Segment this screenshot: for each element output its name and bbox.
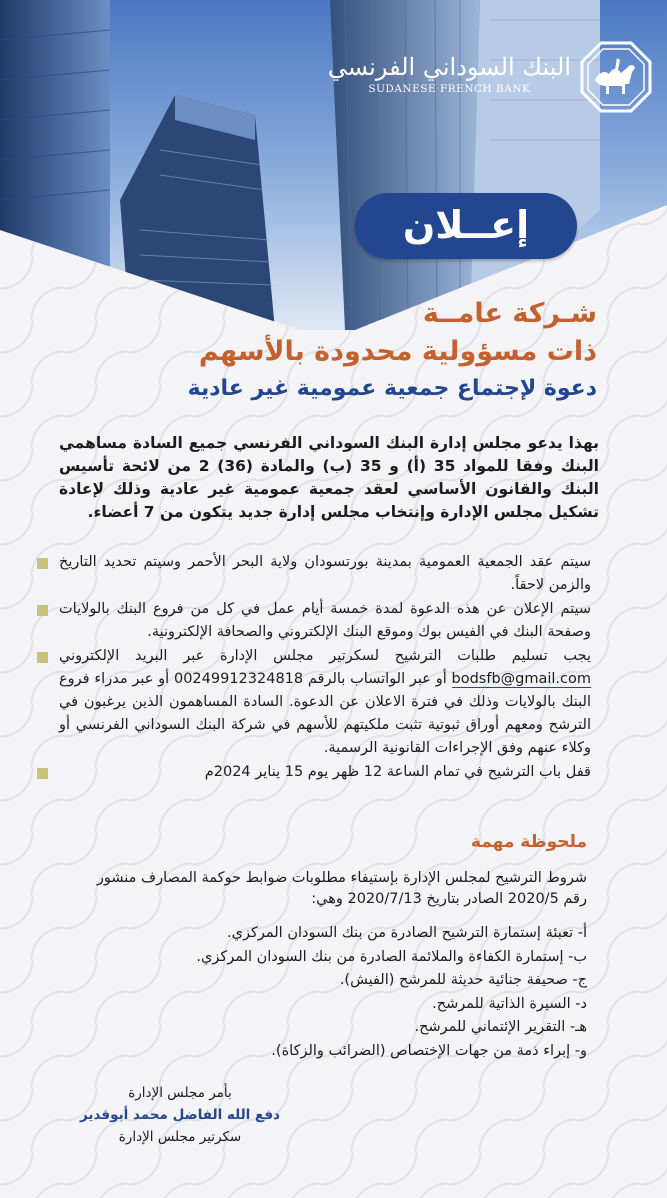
bullet-square-icon [37,768,48,779]
list-item: سيتم الإعلان عن هذه الدعوة لمدة خمسة أيام عمل في كل من فروع البنك بالولايات وصفحة البنك في الفيس بوك وموقع البنك الإلكتروني والصحافة الإلكترونية. [59,598,591,644]
bullet-square-icon [37,558,48,569]
camel-emblem-icon [579,40,653,114]
company-liability-title: ذات مسؤولية محدودة بالأسهم [198,336,597,367]
email-link[interactable]: bodsfb@gmail.com [451,671,592,687]
list-item: قفل باب الترشيح في تمام الساعة 12 ظهر يوم 15 يناير 2024م [59,761,591,784]
invitation-title: دعوة لإجتماع جمعية عمومية غير عادية [187,376,597,401]
list-item: د- السيرة الذاتية للمرشح. [432,995,587,1012]
list-item: هـ- التقرير الإئتماني للمرشح. [414,1019,587,1035]
announcement-badge: إعــلان [355,193,577,259]
bank-name-arabic: البنك السوداني الفرنسي [327,53,571,81]
bullet-square-icon [37,652,48,663]
bullet-square-icon [37,605,48,616]
signatory-name: دفع الله الفاضل محمد أبوقدير [80,1107,280,1123]
important-note-body: شروط الترشيح لمجلس الإدارة بإستيفاء مطلوبات ضوابط حوكمة المصارف منشور رقم 2020/5 الصادر بتاريخ 2020/7/13 وهي: [96,870,587,907]
important-note-title: ملحوظة مهمة [470,832,587,852]
details-list [59,551,591,785]
intro-paragraph: بهذا يدعو مجلس إدارة البنك السوداني الفرنسي جميع السادة مساهمي البنك وفقا للمواد 35 (أ) و 35 (ب) والمادة (36) 2 من لائحة تأسيس البنك والقانون الأساسي لعقد جمعية عمومية غير عادية وذلك لإعادة تشكيل مجلس الإدارة وإنتخاب مجلس إدارة جديد يتكون من 7 أعضاء. [59,434,599,521]
list-item: و- إبراء ذمة من جهات الإختصاص (الضرائب والزكاة). [271,1042,587,1059]
bank-name-english: SUDANESE FRENCH BANK [368,83,531,96]
requirements-list [196,922,587,1063]
bank-logo [328,54,571,95]
signatory-title: سكرتير مجلس الإدارة [118,1129,242,1145]
signature-authority: بأمر مجلس الإدارة [128,1085,232,1101]
list-item: يجب تسليم طلبات الترشيح لسكرتير مجلس الإدارة عبر البريد الإلكتروني bodsfb@gmail.com أو عبر الواتساب بالرقم 00249912324818 أو عبر مدراء فروع البنك بالولايات وذلك في فترة الاعلان عن الدعوة. السادة المساهمون الذين يرغبون في الترشح ومعهم أوراق ثبوتية تثبت ملكيتهم للأسهم في شركة البنك السوداني الفرنسي أو وكلاء عنهم وفق الإجراءات القانونية الرسمية. [59,645,591,760]
list-item: ج- صحيفة جنائية حديثة للمرشح (الفيش). [339,972,587,988]
list-item: سيتم عقد الجمعية العمومية بمدينة بورتسودان ولاية البحر الأحمر وسيتم تحديد التاريخ والزمن لاحقاً. [59,551,591,597]
hero-buildings-image [0,0,667,330]
signature-block [80,1082,280,1148]
company-type-title: شـركة عامــة [422,298,597,329]
list-item: ب- إستمارة الكفاءة والملائمة الصادرة من بنك السودان المركزي. [196,948,587,965]
list-item: أ- تعبئة إستمارة الترشيح الصادرة من بنك السودان المركزي. [227,925,587,941]
